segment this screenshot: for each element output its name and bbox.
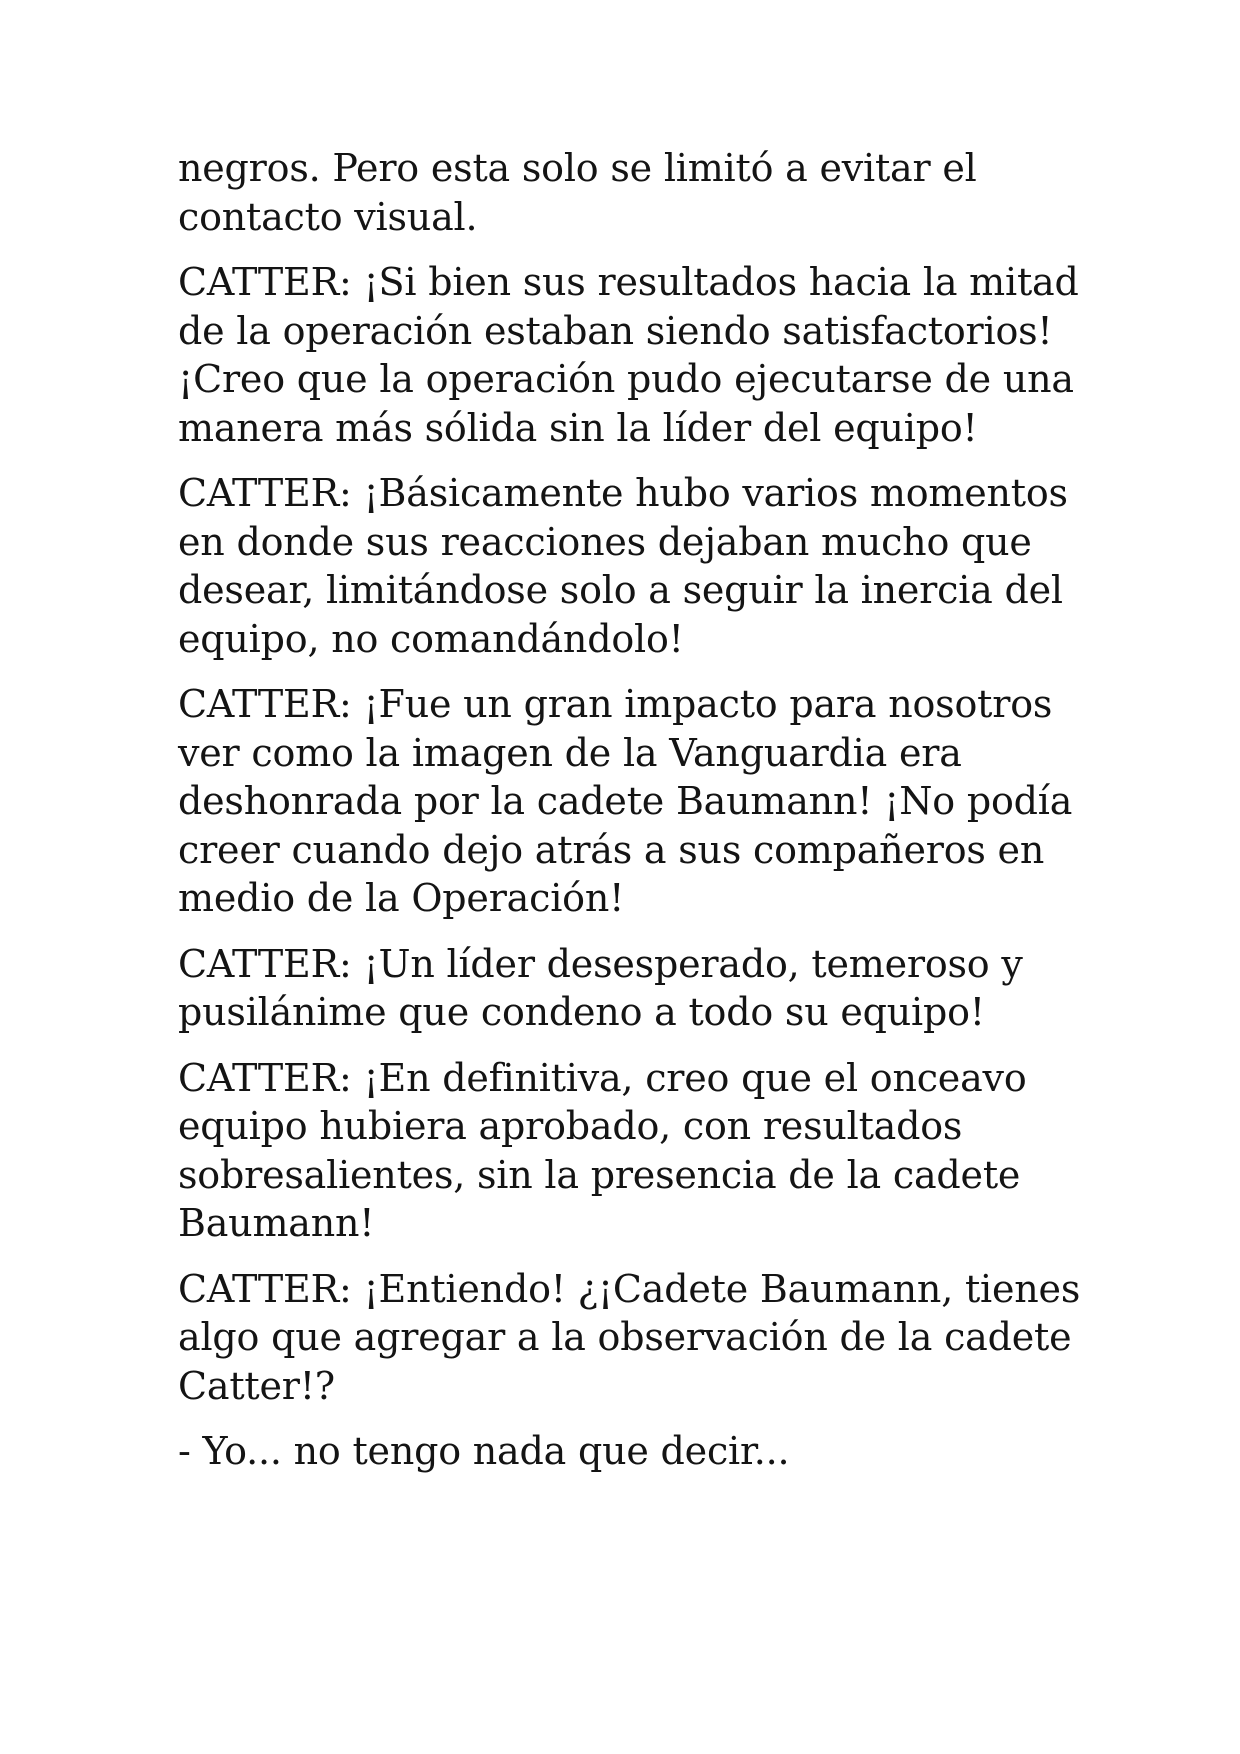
text-line: ver como la imagen de la Vanguardia era (178, 730, 962, 775)
paragraph-4 (178, 680, 1073, 923)
paragraph-5 (178, 940, 1058, 1037)
paragraph-7 (178, 1265, 1081, 1411)
text-line: CATTER: ¡Entiendo! ¿¡Cadete Baumann, tienes (178, 1266, 1081, 1311)
text-line: en donde sus reacciones dejaban mucho que (178, 519, 1032, 564)
paragraph-1 (178, 144, 1058, 241)
document-page (178, 144, 1081, 1493)
text-line: contacto visual. (178, 194, 478, 239)
text-line: creer cuando dejo atrás a sus compañeros en (178, 827, 1045, 872)
text-line: CATTER: ¡Si bien sus resultados hacia la mitad (178, 260, 1079, 304)
text-line: CATTER: ¡En definitiva, creo que el onceavo (178, 1055, 1027, 1100)
paragraph-2 (178, 258, 1079, 452)
text-line: desear, limitándose solo a seguir la inercia del (178, 568, 1063, 612)
text-line: algo que agregar a la observación de la cadete (178, 1315, 1072, 1359)
text-line: deshonrada por la cadete Baumann! ¡No podía (178, 779, 1073, 823)
text-line: ¡Creo que la operación pudo ejecutarse de una (178, 357, 1074, 401)
text-line: manera más sólida sin la líder del equipo! (178, 405, 978, 450)
text-line: CATTER: ¡Fue un gran impacto para nosotros (178, 682, 1053, 726)
paragraph-3 (178, 469, 1068, 663)
text-line: Baumann! (178, 1201, 375, 1245)
text-line: negros. Pero esta solo se limitó a evitar el (178, 146, 977, 190)
paragraph-6 (178, 1054, 1058, 1248)
text-line: sobresalientes, sin la presencia de la cadete (178, 1152, 1021, 1197)
text-line: de la operación estaban siendo satisfactorios! (178, 308, 1053, 353)
text-line: medio de la Operación! (178, 876, 625, 920)
text-line: Catter!? (178, 1363, 335, 1408)
text-line: equipo hubiera aprobado, con resultados (178, 1104, 963, 1148)
text-line: equipo, no comandándolo! (178, 616, 684, 661)
text-line: pusilánime que condeno a todo su equipo! (178, 990, 985, 1034)
text-line: - Yo... no tengo nada que decir... (178, 1429, 790, 1473)
text-line: CATTER: ¡Un líder desesperado, temeroso y (178, 941, 1023, 986)
paragraph-8 (178, 1427, 1058, 1476)
text-line: CATTER: ¡Básicamente hubo varios momentos (178, 471, 1068, 515)
